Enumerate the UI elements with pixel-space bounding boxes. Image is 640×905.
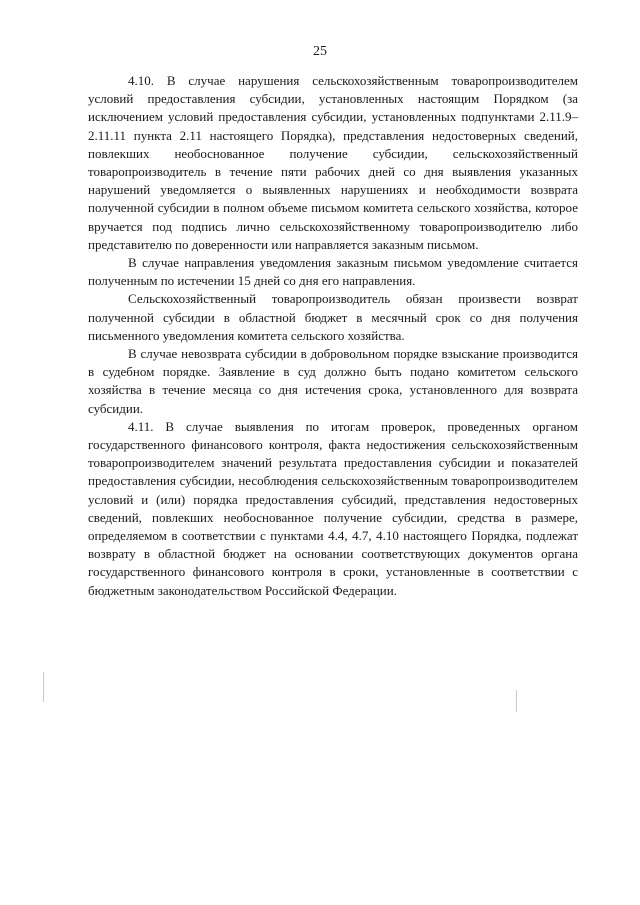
scan-artifact-left — [43, 672, 44, 702]
paragraph-notice-by-mail: В случае направления уведомления заказным письмом уведомление считается полученным по истечении 15 дней со дня его направления. — [88, 255, 578, 289]
paragraph-return-obligation: Сельскохозяйственный товаропроизводитель обязан произвести возврат полученной субсидии в областной бюджет в месячный срок со дня получения письменного уведомления комитета сельского хозяйства. — [88, 291, 578, 343]
page-number: 25 — [313, 44, 327, 59]
scan-artifact-right — [516, 690, 517, 712]
document-body — [88, 72, 578, 600]
paragraph-4-11: 4.11. В случае выявления по итогам проверок, проведенных органом государственного финансового контроля, факта недостижения сельскохозяйственным товаропроизводителем значений результата предоставления субсидии и показателей предоставления субсидии, несоблюдения сельскохозяйственным товаропроизводителем условий и (или) порядка предоставления субсидий, представления недостоверных сведений, повлекших необоснованное получение субсидии, средства в размере, определяемом в соответствии с пунктами 4.4, 4.7, 4.10 настоящего Порядка, подлежат возврату в областной бюджет на основании соответствующих документов органа государственного финансового контроля в сроки, установленные в соответствии с бюджетным законодательством Российской Федерации. — [88, 418, 578, 598]
paragraph-4-10: 4.10. В случае нарушения сельскохозяйственным товаропроизводителем условий предоставления субсидии, установленных настоящим Порядком (за исключением условий предоставления субсидии, установленных подпунктами 2.11.9–2.11.11 пункта 2.11 настоящего Порядка), представления недостоверных сведений, повлекших необоснованное получение субсидии, сельскохозяйственный товаропроизводитель в течение пяти рабочих дней со дня выявления указанных нарушений уведомляется о выявленных нарушениях и необходимости возврата полученной субсидии в полном объеме письмом комитета сельского хозяйства, которое вручается под подпись лично сельскохозяйственному товаропроизводителю либо представителю по доверенности или направляется заказным письмом. — [88, 73, 578, 252]
paragraph-court-recovery: В случае невозврата субсидии в добровольном порядке взыскание производится в судебном порядке. Заявление в суд должно быть подано комитетом сельского хозяйства в течение месяца со дня истечения срока, установленного для возврата субсидии. — [88, 346, 578, 416]
